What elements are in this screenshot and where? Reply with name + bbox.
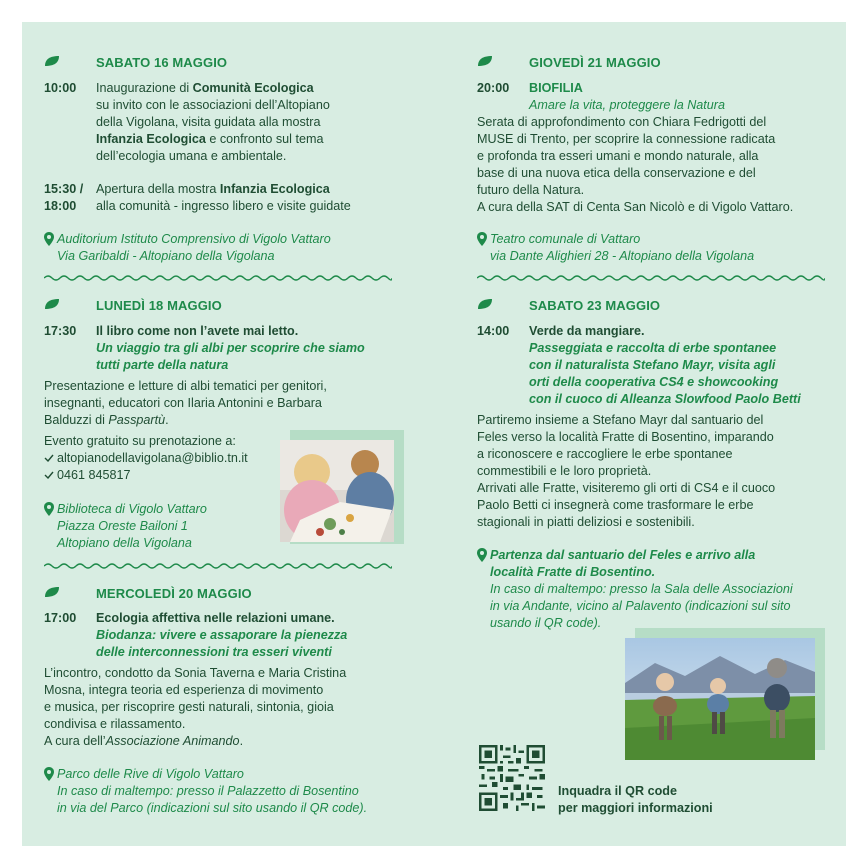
event-time: 15:30 /: [44, 182, 84, 196]
event-subtitle: delle interconnessioni tra esseri viventi: [96, 645, 332, 659]
wave-divider: [44, 562, 392, 570]
wave-divider: [477, 274, 825, 282]
venue-name: Partenza dal santuario del Feles e arrivo alla: [490, 548, 756, 562]
location-pin-icon: [477, 548, 487, 562]
event-description: Apertura della mostra Infanzia Ecologica alla comunità - ingresso libero e visite guidate: [96, 182, 351, 213]
event-subtitle: Biodanza: vivere e assaporare la pienezza: [96, 628, 348, 642]
event-time: 18:00: [44, 199, 77, 213]
venue-name: Teatro comunale di Vattaro: [490, 232, 641, 246]
event-time: 20:00: [477, 81, 510, 95]
qr-caption: Inquadra il QR code: [558, 784, 677, 798]
event-description: Presentazione e letture di albi tematici per genitori, insegnanti, educatori con Ilaria Antonini e Barbara Balduzzi di Passpartù.: [44, 379, 327, 427]
location-pin-icon: [44, 767, 54, 781]
venue-alternative: In caso di maltempo: presso la Sala delle Associazioni in via Andante, vicino al Palavento (indicazioni sul sito usando il QR code).: [490, 582, 793, 630]
booking-note: Evento gratuito su prenotazione a:: [44, 434, 236, 448]
venue-name: località Fratte di Bosentino.: [490, 565, 656, 579]
children-mountain-photo: [625, 638, 815, 760]
leaf-icon: [44, 55, 60, 67]
venue-address: via Dante Alighieri 28 - Altopiano della Vigolana: [490, 249, 755, 263]
qr-caption: per maggiori informazioni: [558, 801, 713, 815]
event-day-title: MERCOLEDÌ 20 MAGGIO: [96, 586, 252, 601]
event-description: Serata di approfondimento con Chiara Fedrigotti del MUSE di Trento, per scoprire la connessione radicata e profonda tra esseri umani e mondo naturale, alla base di una nuova etica della conservazione e del futuro della Natura. A cura della SAT di Centa San Nicolò e di Vigolo Vattaro.: [477, 115, 794, 214]
event-day-title: LUNEDÌ 18 MAGGIO: [96, 298, 222, 313]
leaf-icon: [477, 55, 493, 67]
location-pin-icon: [477, 232, 487, 246]
event-day-title: SABATO 16 MAGGIO: [96, 55, 228, 70]
event-time: 17:00: [44, 611, 77, 625]
leaf-icon: [44, 586, 60, 598]
event-subtitle: Un viaggio tra gli albi per scoprire che siamo: [96, 341, 365, 355]
event-time: 17:30: [44, 324, 77, 338]
event-time: 10:00: [44, 81, 77, 95]
check-icon: [44, 454, 54, 462]
event-title: Verde da mangiare.: [529, 324, 645, 338]
location-pin-icon: [44, 502, 54, 516]
venue-name: Biblioteca di Vigolo Vattaro: [57, 502, 207, 516]
venue-address: Piazza Oreste Bailoni 1: [57, 519, 188, 533]
event-day-title: SABATO 23 MAGGIO: [529, 298, 661, 313]
event-description: L’incontro, condotto da Sonia Taverna e Maria Cristina Mosna, integra teoria ed esperienza di movimento e musica, per riscoprire gesti naturali, sintonia, gioia condivisa e rilassamento. A cura dell’Associazione Animando.: [44, 666, 347, 748]
event-description: Partiremo insieme a Stefano Mayr dal santuario del Feles verso la località Fratte di Bosentino, imparando a riconoscere e raccogliere le erbe spontanee commestibili e le loro proprietà. Arrivati alle Fratte, visiteremo gli orti di CS4 e il cuoco Paolo Betti ci insegnerà come trasformare le erbe stagionali in piatti deliziosi e sostenibili.: [477, 413, 776, 529]
check-icon: [44, 471, 54, 479]
wave-divider: [44, 274, 392, 282]
event-time: 14:00: [477, 324, 510, 338]
children-reading-photo: [280, 440, 394, 542]
event-day-title: GIOVEDÌ 21 MAGGIO: [529, 55, 661, 70]
event-title: Il libro come non l’avete mai letto.: [96, 324, 299, 338]
venue-name: Parco delle Rive di Vigolo Vattaro: [57, 767, 244, 781]
booking-email[interactable]: altopianodellavigolana@biblio.tn.it: [57, 451, 248, 465]
qr-code[interactable]: [479, 745, 545, 811]
event-subtitle: Passeggiata e raccolta di erbe spontanee con il naturalista Stefano Mayr, visita agli orti della cooperativa CS4 e showcooking con il cuoco di Alleanza Slowfood Paolo Betti: [529, 341, 801, 406]
venue-name: Auditorium Istituto Comprensivo di Vigolo Vattaro: [57, 232, 331, 246]
venue-alternative: in via del Parco (indicazioni sul sito usando il QR code).: [57, 801, 368, 815]
location-pin-icon: [44, 232, 54, 246]
venue-address: Via Garibaldi - Altopiano della Vigolana: [57, 249, 275, 263]
event-title: Ecologia affettiva nelle relazioni umane.: [96, 611, 335, 625]
leaf-icon: [44, 298, 60, 310]
event-subtitle: tutti parte della natura: [96, 358, 229, 372]
booking-phone[interactable]: 0461 845817: [57, 468, 131, 482]
event-subtitle: Amare la vita, proteggere la Natura: [529, 98, 726, 112]
event-description: Inaugurazione di Comunità Ecologica su invito con le associazioni dell’Altopiano della Vigolana, visita guidata alla mostra Infanzia Ecologica e confronto sul tema dell’ecologia umana e ambientale.: [96, 81, 330, 163]
event-title: BIOFILIA: [529, 81, 583, 95]
venue-alternative: In caso di maltempo: presso il Palazzetto di Bosentino: [57, 784, 359, 798]
venue-address: Altopiano della Vigolana: [57, 536, 192, 550]
leaf-icon: [477, 298, 493, 310]
